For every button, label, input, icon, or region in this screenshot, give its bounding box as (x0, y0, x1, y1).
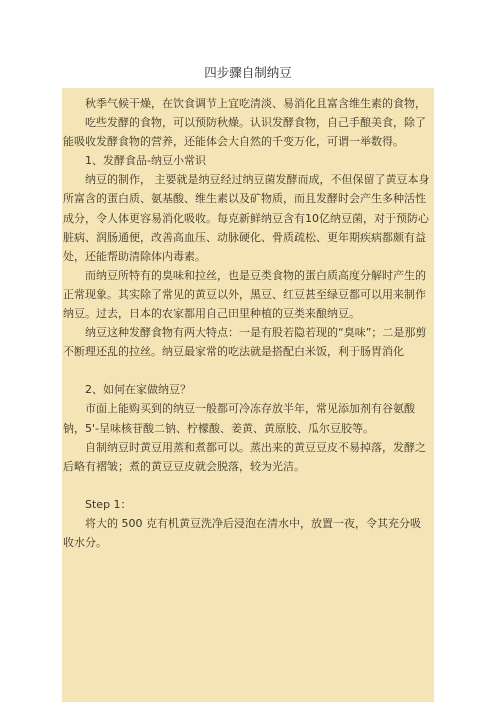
spacer (63, 361, 430, 380)
paragraph-fermented-food: 吃些发酵的食物，可以预防秋燥。认识发酵食物，自己手酿美食，除了能吸收发酵食物的营养，还能体会大自然的千变万化，可谓一举数得。 (63, 116, 426, 149)
paragraph-natto-smell: 而纳豆所特有的臭味和拉丝，也是豆类食物的蛋白质高度分解时产生的正常现象。其实除了常见的黄豆以外，黑豆、红豆甚至绿豆都可以用来制作纳豆。过去，日本的农家都用自己田里种植的豆类来酿纳豆。 (63, 268, 426, 321)
paragraph-step-1: 将大的 500 克有机黄豆洗净后浸泡在清水中，放置一夜，令其充分吸收水分。 (63, 516, 421, 549)
spacer (63, 476, 430, 495)
document-title: 四步骤自制纳豆 (204, 65, 292, 80)
paragraph-steam-boil: 自制纳豆时黄豆用蒸和煮都可以。蒸出来的黄豆豆皮不易掉落，发酵之后略有褶皱；煮的黄豆豆皮就会脱落，较为光洁。 (63, 440, 426, 473)
paragraph-natto-features: 纳豆这种发酵食物有两大特点：一是有股若隐若现的“臭味”；二是那剪不断理还乱的拉丝。纳豆最家常的吃法就是搭配白米饭，利于肠胃消化 (63, 326, 427, 359)
paragraph-natto-making: 纳豆的制作， 主要就是纳豆经过纳豆菌发酵而成，不但保留了黄豆本身所富含的蛋白质、氨基酸、维生素以及矿物质，而且发酵时会产生多种活性成分，令人体更容易消化吸收。每克新鲜纳豆含有10亿纳豆菌，对于预防心脏病、润肠通便，改善高血压、动脉硬化、骨质疏松、更年期疾病都颇有益处，还能帮助清除体内毒素。 (63, 173, 430, 263)
paragraph-market-natto: 市面上能购买到的纳豆一般都可冷冻存放半年，常见添加剂有谷氨酸钠，5'-呈味核苷酸二钠、柠檬酸、姜黄、黄原胶、瓜尔豆胶等。 (63, 402, 415, 435)
document-body (62, 88, 434, 702)
section-heading-home-natto: 2、如何在家做纳豆？ (85, 383, 191, 397)
paragraph-intro: 秋季气候干燥，在饮食调节上宜吃清淡、易消化且富含维生素的食物， (85, 97, 426, 110)
step-heading-1: Step 1： (85, 497, 132, 511)
section-heading-natto-knowledge: 1、发酵食品-纳豆小常识 (85, 154, 206, 168)
